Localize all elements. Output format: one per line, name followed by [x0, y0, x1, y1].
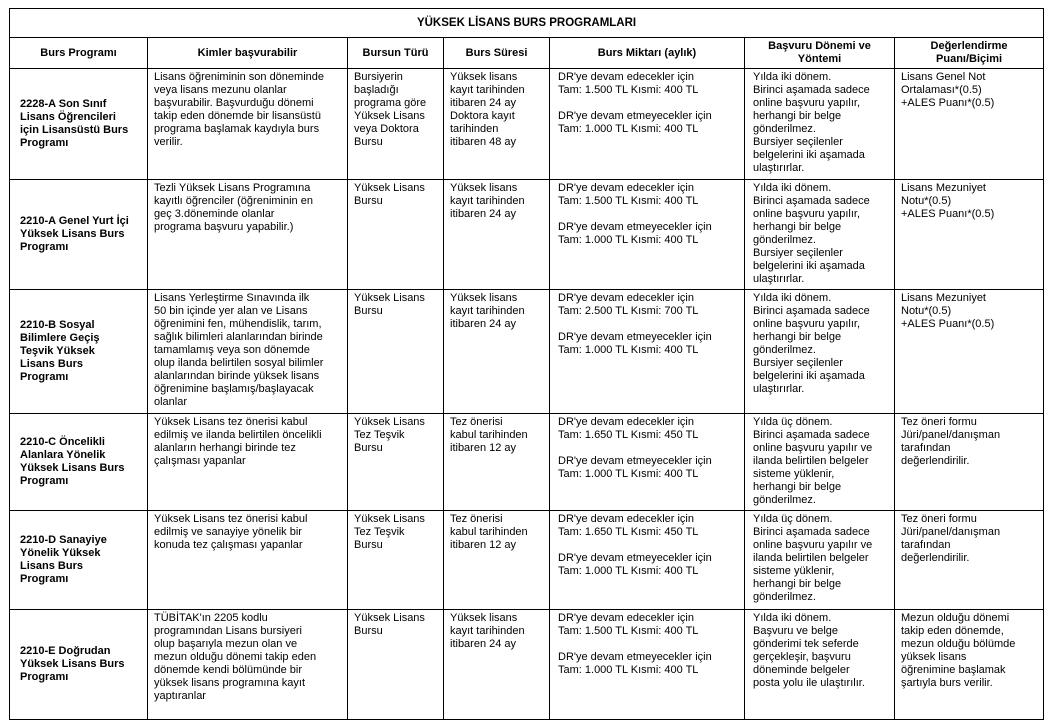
evaluation-cell: Lisans Mezuniyet Notu*(0.5) +ALES Puanı*(0.5) — [895, 290, 1044, 414]
scholarship-type-cell: Yüksek Lisans Tez Teşvik Bursu — [348, 511, 444, 610]
amount-cell: DR'ye devam edecekler için Tam: 1.500 TL Kısmi: 400 TL DR'ye devam etmeyecekler için Tam: 1.000 TL Kısmi: 400 TL — [550, 180, 745, 290]
scholarship-type-cell: Yüksek Lisans Bursu — [348, 610, 444, 720]
table-row — [10, 180, 1044, 290]
duration-cell: Yüksek lisans kayıt tarihinden itibaren 24 ay Doktora kayıt tarihinden itibaren 48 ay — [444, 69, 550, 180]
table-row — [10, 290, 1044, 414]
evaluation-cell: Tez öneri formu Jüri/panel/danışman tarafından değerlendirilir. — [895, 511, 1044, 610]
evaluation-cell: Lisans Genel Not Ortalaması*(0.5) +ALES Puanı*(0.5) — [895, 69, 1044, 180]
amount-cell: DR'ye devam edecekler için Tam: 1.650 TL Kısmi: 450 TL DR'ye devam etmeyecekler için Tam: 1.000 TL Kısmi: 400 TL — [550, 511, 745, 610]
amount-cell: DR'ye devam edecekler için Tam: 1.500 TL Kısmi: 400 TL DR'ye devam etmeyecekler için Tam: 1.000 TL Kısmi: 400 TL — [550, 69, 745, 180]
amount-cell: DR'ye devam edecekler için Tam: 1.650 TL Kısmi: 450 TL DR'ye devam etmeyecekler için Tam: 1.000 TL Kısmi: 400 TL — [550, 414, 745, 511]
scholarship-type-cell: Yüksek Lisans Tez Teşvik Bursu — [348, 414, 444, 511]
duration-cell: Yüksek lisans kayıt tarihinden itibaren 24 ay — [444, 290, 550, 414]
program-name-cell: 2210-D Sanayiye Yönelik Yüksek Lisans Burs Programı — [10, 511, 148, 610]
table-row — [10, 610, 1044, 720]
eligibility-cell: Yüksek Lisans tez önerisi kabul edilmiş ve sanayiye yönelik bir konuda tez çalışması yapanlar — [148, 511, 348, 610]
column-header-duration: Burs Süresi — [444, 38, 550, 69]
column-header-who: Kimler başvurabilir — [148, 38, 348, 69]
table-row — [10, 511, 1044, 610]
scholarship-type-cell: Yüksek Lisans Bursu — [348, 180, 444, 290]
amount-cell: DR'ye devam edecekler için Tam: 1.500 TL Kısmi: 400 TL DR'ye devam etmeyecekler için Tam: 1.000 TL Kısmi: 400 TL — [550, 610, 745, 720]
program-name-cell: 2210-E Doğrudan Yüksek Lisans Burs Programı — [10, 610, 148, 720]
application-cell: Yılda üç dönem. Birinci aşamada sadece online başvuru yapılır ve ilanda belirtilen belgeler sisteme yüklenir, herhangi bir belge gönderilmez. — [745, 511, 895, 610]
application-cell: Yılda iki dönem. Başvuru ve belge gönderimi tek seferde gerçekleşir, başvuru döneminde belgeler posta yolu ile ulaştırılır. — [745, 610, 895, 720]
table-row — [10, 414, 1044, 511]
duration-cell: Yüksek lisans kayıt tarihinden itibaren 24 ay — [444, 610, 550, 720]
application-cell: Yılda iki dönem. Birinci aşamada sadece online başvuru yapılır, herhangi bir belge gönderilmez. Bursiyer seçilenler belgelerini iki aşamada ulaştırırlar. — [745, 290, 895, 414]
column-header-type: Bursun Türü — [348, 38, 444, 69]
evaluation-cell: Lisans Mezuniyet Notu*(0.5) +ALES Puanı*(0.5) — [895, 180, 1044, 290]
duration-cell: Tez önerisi kabul tarihinden itibaren 12 ay — [444, 414, 550, 511]
scholarship-table — [9, 8, 1044, 720]
column-header-program: Burs Programı — [10, 38, 148, 69]
column-header-evaluation: Değerlendirme Puanı/Biçimi — [895, 38, 1044, 69]
scholarship-type-cell: Yüksek Lisans Bursu — [348, 290, 444, 414]
amount-cell: DR'ye devam edecekler için Tam: 2.500 TL Kısmi: 700 TL DR'ye devam etmeyecekler için Tam: 1.000 TL Kısmi: 400 TL — [550, 290, 745, 414]
application-cell: Yılda iki dönem. Birinci aşamada sadece online başvuru yapılır, herhangi bir belge gönderilmez. Bursiyer seçilenler belgelerini iki aşamada ulaştırırlar. — [745, 69, 895, 180]
eligibility-cell: Yüksek Lisans tez önerisi kabul edilmiş ve ilanda belirtilen öncelikli alanların herhangi birinde tez çalışması yapanlar — [148, 414, 348, 511]
evaluation-cell: Mezun olduğu dönemi takip eden dönemde, mezun olduğu bölümde yüksek lisans öğrenimine başlamak şartıyla burs verilir. — [895, 610, 1044, 720]
duration-cell: Tez önerisi kabul tarihinden itibaren 12 ay — [444, 511, 550, 610]
eligibility-cell: Lisans Yerleştirme Sınavında ilk 50 bin içinde yer alan ve Lisans öğrenimini fen, mühendislik, tarım, sağlık bilimleri alanlarından birinde tamamlamış veya son dönemde olup ilanda belirtilen sosyal bilimler alanlarından birinde yüksek lisans öğrenimine başlamış/başlayacak olanlar — [148, 290, 348, 414]
scholarship-type-cell: Bursiyerin başladığı programa göre Yüksek Lisans veya Doktora Bursu — [348, 69, 444, 180]
application-cell: Yılda iki dönem. Birinci aşamada sadece online başvuru yapılır, herhangi bir belge gönderilmez. Bursiyer seçilenler belgelerini iki aşamada ulaştırırlar. — [745, 180, 895, 290]
column-header-amount: Burs Miktarı (aylık) — [550, 38, 745, 69]
application-cell: Yılda üç dönem. Birinci aşamada sadece online başvuru yapılır ve ilanda belirtilen belgeler sisteme yüklenir, herhangi bir belge gönderilmez. — [745, 414, 895, 511]
evaluation-cell: Tez öneri formu Jüri/panel/danışman tarafından değerlendirilir. — [895, 414, 1044, 511]
eligibility-cell: TÜBİTAK'ın 2205 kodlu programından Lisans bursiyeri olup başarıyla mezun olan ve mezun olduğu dönemi takip eden dönemde kendi bölümünde bir yüksek lisans programına kayıt yaptıranlar — [148, 610, 348, 720]
eligibility-cell: Tezli Yüksek Lisans Programına kayıtlı öğrenciler (öğreniminin en geç 3.döneminde olanlar programa başvuru yapabilir.) — [148, 180, 348, 290]
eligibility-cell: Lisans öğreniminin son döneminde veya lisans mezunu olanlar başvurabilir. Başvurduğu dönemi takip eden dönemde bir lisansüstü programa başlamak kaydıyla burs verilir. — [148, 69, 348, 180]
column-header-application: Başvuru Dönemi ve Yöntemi — [745, 38, 895, 69]
duration-cell: Yüksek lisans kayıt tarihinden itibaren 24 ay — [444, 180, 550, 290]
table-row — [10, 69, 1044, 180]
program-name-cell: 2228-A Son Sınıf Lisans Öğrencileri için Lisansüstü Burs Programı — [10, 69, 148, 180]
table-title: YÜKSEK LİSANS BURS PROGRAMLARI — [10, 9, 1044, 38]
program-name-cell: 2210-B Sosyal Bilimlere Geçiş Teşvik Yüksek Lisans Burs Programı — [10, 290, 148, 414]
program-name-cell: 2210-C Öncelikli Alanlara Yönelik Yüksek Lisans Burs Programı — [10, 414, 148, 511]
document-page — [9, 8, 1044, 720]
program-name-cell: 2210-A Genel Yurt İçi Yüksek Lisans Burs Programı — [10, 180, 148, 290]
